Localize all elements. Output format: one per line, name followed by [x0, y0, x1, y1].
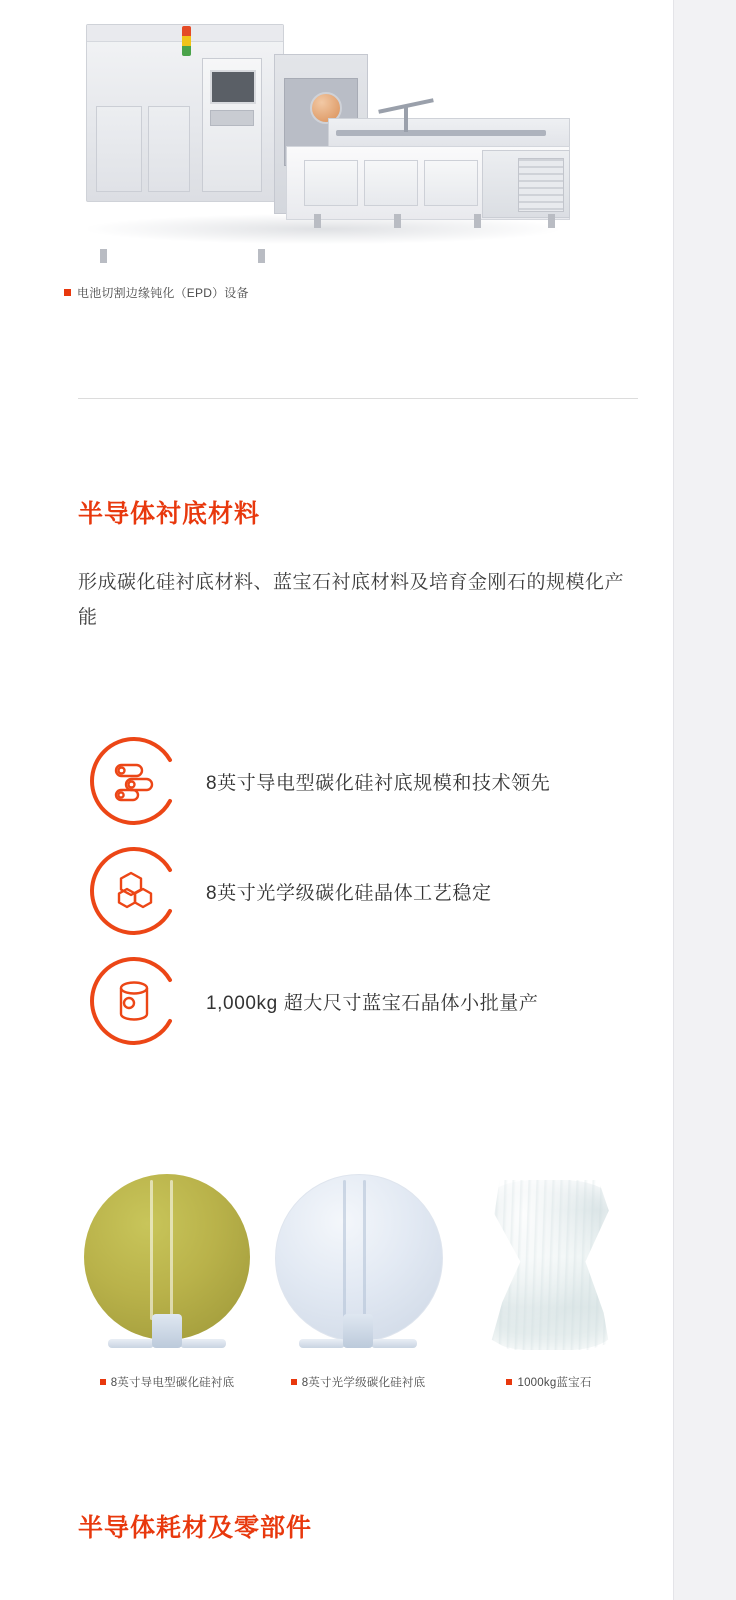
product-item [78, 1170, 256, 1390]
stand-center [343, 1314, 373, 1348]
product-item [269, 1170, 447, 1390]
product-image-sic-conductive [78, 1170, 256, 1362]
machine-leg [548, 214, 555, 228]
product-caption [460, 1374, 638, 1390]
machine-right-door-2 [364, 160, 418, 206]
section-description: 形成碳化硅衬底材料、蓝宝石衬底材料及培育金刚石的规模化产能 [78, 572, 625, 628]
stand-leg [180, 1339, 226, 1348]
stand-leg [371, 1339, 417, 1348]
product-image-sapphire [460, 1170, 638, 1362]
machine-door-left-2 [148, 106, 190, 192]
feature-list [88, 726, 648, 1056]
equipment-caption-text: 电池切割边缘钝化（EPD）设备 [77, 286, 249, 300]
machine-vent-grid [518, 158, 564, 212]
wafer-stand [108, 1298, 226, 1350]
machine-right-door-1 [304, 160, 358, 206]
machine-arm-lower [404, 106, 408, 132]
section-title: 半导体衬底材料 [78, 500, 261, 528]
feature-item [88, 726, 648, 836]
wafer-stand [299, 1298, 417, 1350]
stand-leg [108, 1339, 154, 1348]
machine-door-left [96, 106, 142, 192]
product-caption-text: 8英寸导电型碳化硅衬底 [110, 1377, 235, 1389]
machine-leg [394, 214, 401, 228]
feature-label: 1,000kg 超大尺寸蓝宝石晶体小批量产 [206, 992, 539, 1014]
machine-rail [336, 130, 546, 136]
bullet-square-icon [506, 1379, 512, 1385]
machine-leg [258, 249, 265, 263]
product-image-sic-optical [269, 1170, 447, 1362]
rods-icon [110, 757, 158, 805]
feature-label: 8英寸导电型碳化硅衬底规模和技术领先 [206, 772, 551, 794]
right-gutter [673, 0, 736, 1600]
feature-item [88, 946, 648, 1056]
section-title-bottom: 半导体耗材及零部件 [78, 1514, 313, 1542]
machine-right-door-3 [424, 160, 478, 206]
equipment-caption [64, 284, 249, 301]
bullet-square-icon [291, 1379, 297, 1385]
machine-leg [100, 249, 107, 263]
product-caption-text: 1000kg蓝宝石 [517, 1377, 592, 1389]
machine-leg [314, 214, 321, 228]
product-caption [269, 1374, 447, 1390]
feature-item [88, 836, 648, 946]
bullet-square-icon [100, 1379, 106, 1385]
product-item [460, 1170, 638, 1390]
stand-leg [299, 1339, 345, 1348]
bullet-square-icon [64, 289, 71, 296]
product-gallery [78, 1170, 638, 1390]
equipment-photo [78, 18, 598, 288]
stand-center [152, 1314, 182, 1348]
product-caption [78, 1374, 256, 1390]
machine-screen [210, 70, 256, 104]
feature-label: 8英寸光学级碳化硅晶体工艺稳定 [206, 882, 492, 904]
hexagons-icon [110, 867, 158, 915]
product-caption-text: 8英寸光学级碳化硅衬底 [301, 1377, 426, 1389]
machine-keypad [210, 110, 254, 126]
machine-leg [474, 214, 481, 228]
cylinder-icon [110, 977, 158, 1025]
section-divider [78, 398, 638, 399]
feature-icon-wrap [88, 735, 180, 827]
feature-icon-wrap [88, 955, 180, 1047]
sapphire-crystal-texture [484, 1180, 614, 1350]
feature-icon-wrap [88, 845, 180, 937]
signal-tower-icon [182, 26, 191, 56]
equipment-illustration [78, 18, 598, 263]
